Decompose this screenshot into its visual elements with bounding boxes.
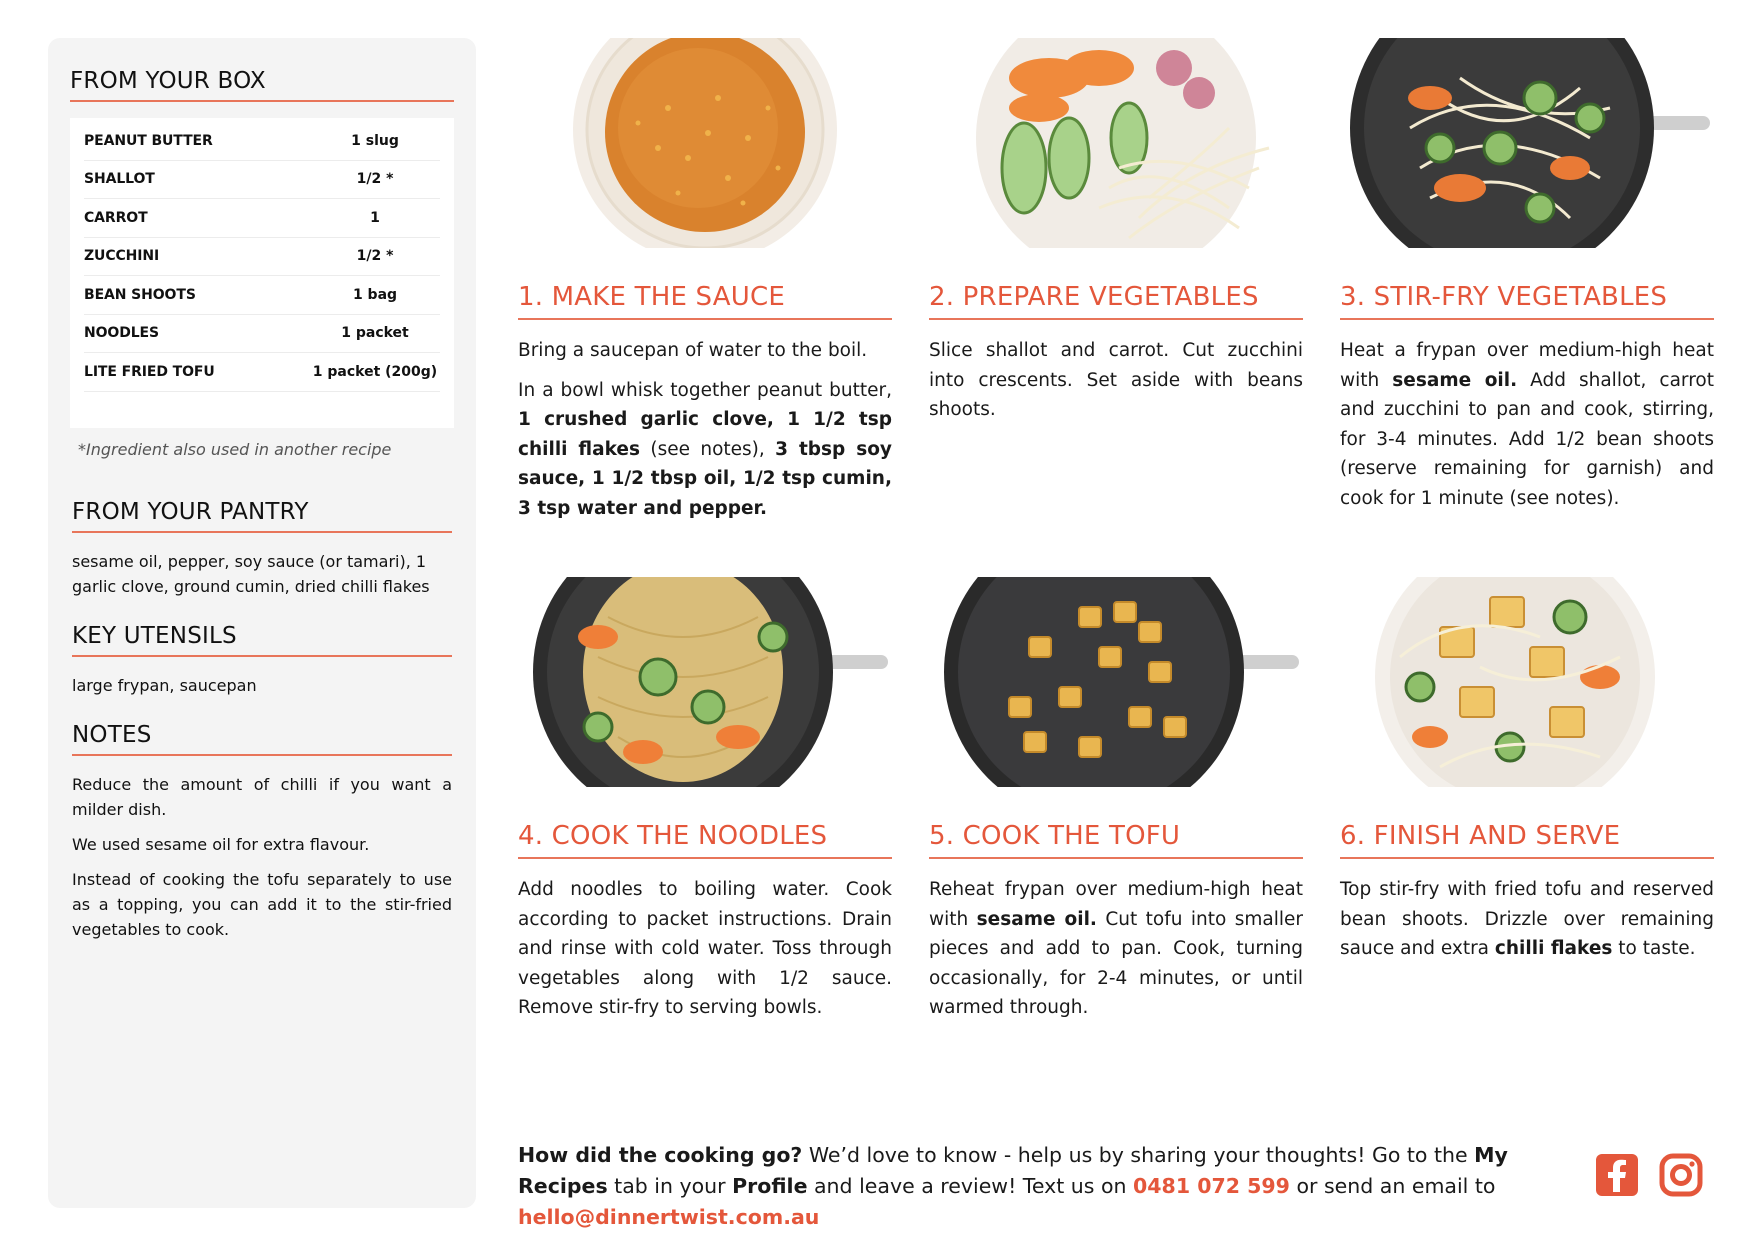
step-4-para-1: Add noodles to boiling water. Cook according to packet instructions. Drain and rinse with cold water. Toss through vegetables along with 1/2 sauce. Remove stir-fry to serving bowls.	[518, 879, 892, 1018]
utensils-text: large frypan, saucepan	[72, 675, 257, 695]
from-your-box-heading: FROM YOUR BOX	[70, 68, 454, 102]
note-item: Reduce the amount of chilli if you want a milder dish.	[72, 774, 452, 819]
text-run: or send an email to	[1289, 1174, 1496, 1198]
step-2-para-1: Slice shallot and carrot. Cut zucchini into crescents. Set aside with beans shoots.	[929, 340, 1303, 420]
step-1-para-1: Bring a saucepan of water to the boil.	[518, 340, 868, 361]
pantry-text: sesame oil, pepper, soy sauce (or tamari), 1 garlic clove, ground cumin, dried chilli flakes	[72, 551, 430, 596]
key-utensils-heading: KEY UTENSILS	[72, 623, 452, 657]
text-run: to taste.	[1612, 938, 1696, 959]
step-2-text	[929, 336, 1303, 425]
social-links	[1594, 1152, 1704, 1198]
step-1	[518, 38, 892, 533]
text-run: Heat a frypan over medium-high heat with	[1340, 340, 1714, 391]
step-5-text	[929, 875, 1303, 1023]
facebook-icon[interactable]	[1594, 1152, 1640, 1198]
ingredient-name: CARROT	[84, 209, 148, 226]
ingredient-qty: 1/2 *	[356, 171, 394, 188]
step-3-title: 3. STIR-FRY VEGETABLES	[1340, 282, 1714, 320]
text-run-bold: sesame oil.	[976, 908, 1097, 930]
ingredient-name: ZUCCHINI	[84, 248, 160, 265]
step-2-photo-vegetables	[929, 38, 1303, 248]
step-5-photo-tofu-pan	[929, 577, 1303, 787]
step-6-text	[1340, 875, 1714, 964]
instagram-icon[interactable]	[1658, 1152, 1704, 1198]
feedback-footer	[518, 1140, 1578, 1233]
ingredient-qty: 1 packet	[341, 325, 409, 342]
table-row	[84, 315, 440, 354]
table-row	[84, 122, 440, 161]
step-1-text	[518, 336, 892, 523]
email-link[interactable]: hello@dinnertwist.com.au	[518, 1205, 820, 1229]
step-5-title: 5. COOK THE TOFU	[929, 821, 1303, 859]
table-row	[84, 353, 440, 392]
table-row	[84, 238, 440, 277]
ingredient-footnote: *Ingredient also used in another recipe	[78, 439, 392, 459]
step-1-title: 1. MAKE THE SAUCE	[518, 282, 892, 320]
step-6	[1340, 577, 1714, 974]
step-5	[929, 577, 1303, 1033]
step-6-title: 6. FINISH AND SERVE	[1340, 821, 1714, 859]
step-6-photo-served-bowl	[1340, 577, 1714, 787]
text-run-bold: 1 crushed garlic clove, 1 1/2 tsp chilli flakes	[518, 409, 892, 460]
text-run: Add shallot, carrot and zucchini to pan and cook, stirring, for 3-4 minutes. Add 1/2 bean shoots (reserve remaining for garnish) and cook for 1 minute (see notes).	[1340, 369, 1714, 509]
text-run: Top stir-fry with fried tofu and reserved bean shoots. Drizzle over remaining sauce and extra	[1340, 879, 1714, 959]
step-3-photo-stirfry-pan	[1340, 38, 1714, 248]
step-1-photo-sauce-bowl	[518, 38, 892, 248]
step-3-text	[1340, 336, 1714, 513]
phone-link[interactable]: 0481 072 599	[1133, 1174, 1290, 1198]
step-4	[518, 577, 892, 1033]
sidebar	[48, 38, 476, 1208]
text-run: (see notes),	[640, 438, 776, 460]
step-1-para-2	[518, 376, 892, 524]
text-run-bold: chilli flakes	[1494, 938, 1613, 959]
text-run-bold: sesame oil.	[1392, 369, 1518, 391]
ingredient-qty: 1 bag	[352, 286, 398, 303]
ingredient-name: SHALLOT	[84, 171, 155, 188]
note-item: We used sesame oil for extra flavour.	[72, 834, 370, 854]
ingredient-name: LITE FRIED TOFU	[84, 363, 215, 380]
feedback-question: How did the cooking go?	[518, 1143, 803, 1167]
profile-label: Profile	[732, 1174, 808, 1198]
ingredient-qty: 1	[370, 209, 380, 226]
ingredient-qty: 1 packet (200g)	[312, 363, 438, 380]
ingredient-name: BEAN SHOOTS	[84, 286, 196, 303]
step-3-para-1	[1340, 336, 1714, 513]
table-row	[84, 276, 440, 315]
step-3	[1340, 38, 1714, 523]
step-6-para-1	[1340, 875, 1714, 964]
step-4-title: 4. COOK THE NOODLES	[518, 821, 892, 859]
text-run: Cut tofu into smaller pieces and add to pan. Cook, turning occasionally, for 2-4 minutes, or until warmed through.	[929, 908, 1303, 1018]
notes-heading: NOTES	[72, 722, 452, 756]
step-2	[929, 38, 1303, 435]
text-run: tab in your	[607, 1174, 733, 1198]
table-row	[84, 199, 440, 238]
text-run-bold: 3 tbsp soy sauce, 1 1/2 tbsp oil, 1/2 tsp cumin, 3 tsp water and pepper.	[518, 438, 892, 519]
note-item: Instead of cooking the tofu separately to use as a topping, you can add it to the stir-fried vegetables to cook.	[72, 869, 452, 939]
table-row	[84, 161, 440, 200]
step-2-title: 2. PREPARE VEGETABLES	[929, 282, 1303, 320]
ingredient-name: PEANUT BUTTER	[84, 132, 213, 149]
ingredient-qty: 1 slug	[351, 132, 399, 149]
step-4-text	[518, 875, 892, 1023]
ingredient-qty: 1/2 *	[356, 248, 394, 265]
text-run: and leave a review! Text us on	[807, 1174, 1134, 1198]
ingredients-table	[70, 118, 454, 428]
from-your-pantry-heading: FROM YOUR PANTRY	[72, 499, 452, 533]
text-run: In a bowl whisk together peanut butter,	[518, 379, 892, 401]
text-run: We’d love to know - help us by sharing your thoughts! Go to the	[802, 1143, 1475, 1167]
step-4-photo-noodles-pan	[518, 577, 892, 787]
text-run: Reheat frypan over medium-high heat with	[929, 879, 1303, 930]
ingredient-name: NOODLES	[84, 325, 160, 342]
my-recipes-label: My Recipes	[518, 1143, 1508, 1198]
step-5-para-1	[929, 875, 1303, 1023]
